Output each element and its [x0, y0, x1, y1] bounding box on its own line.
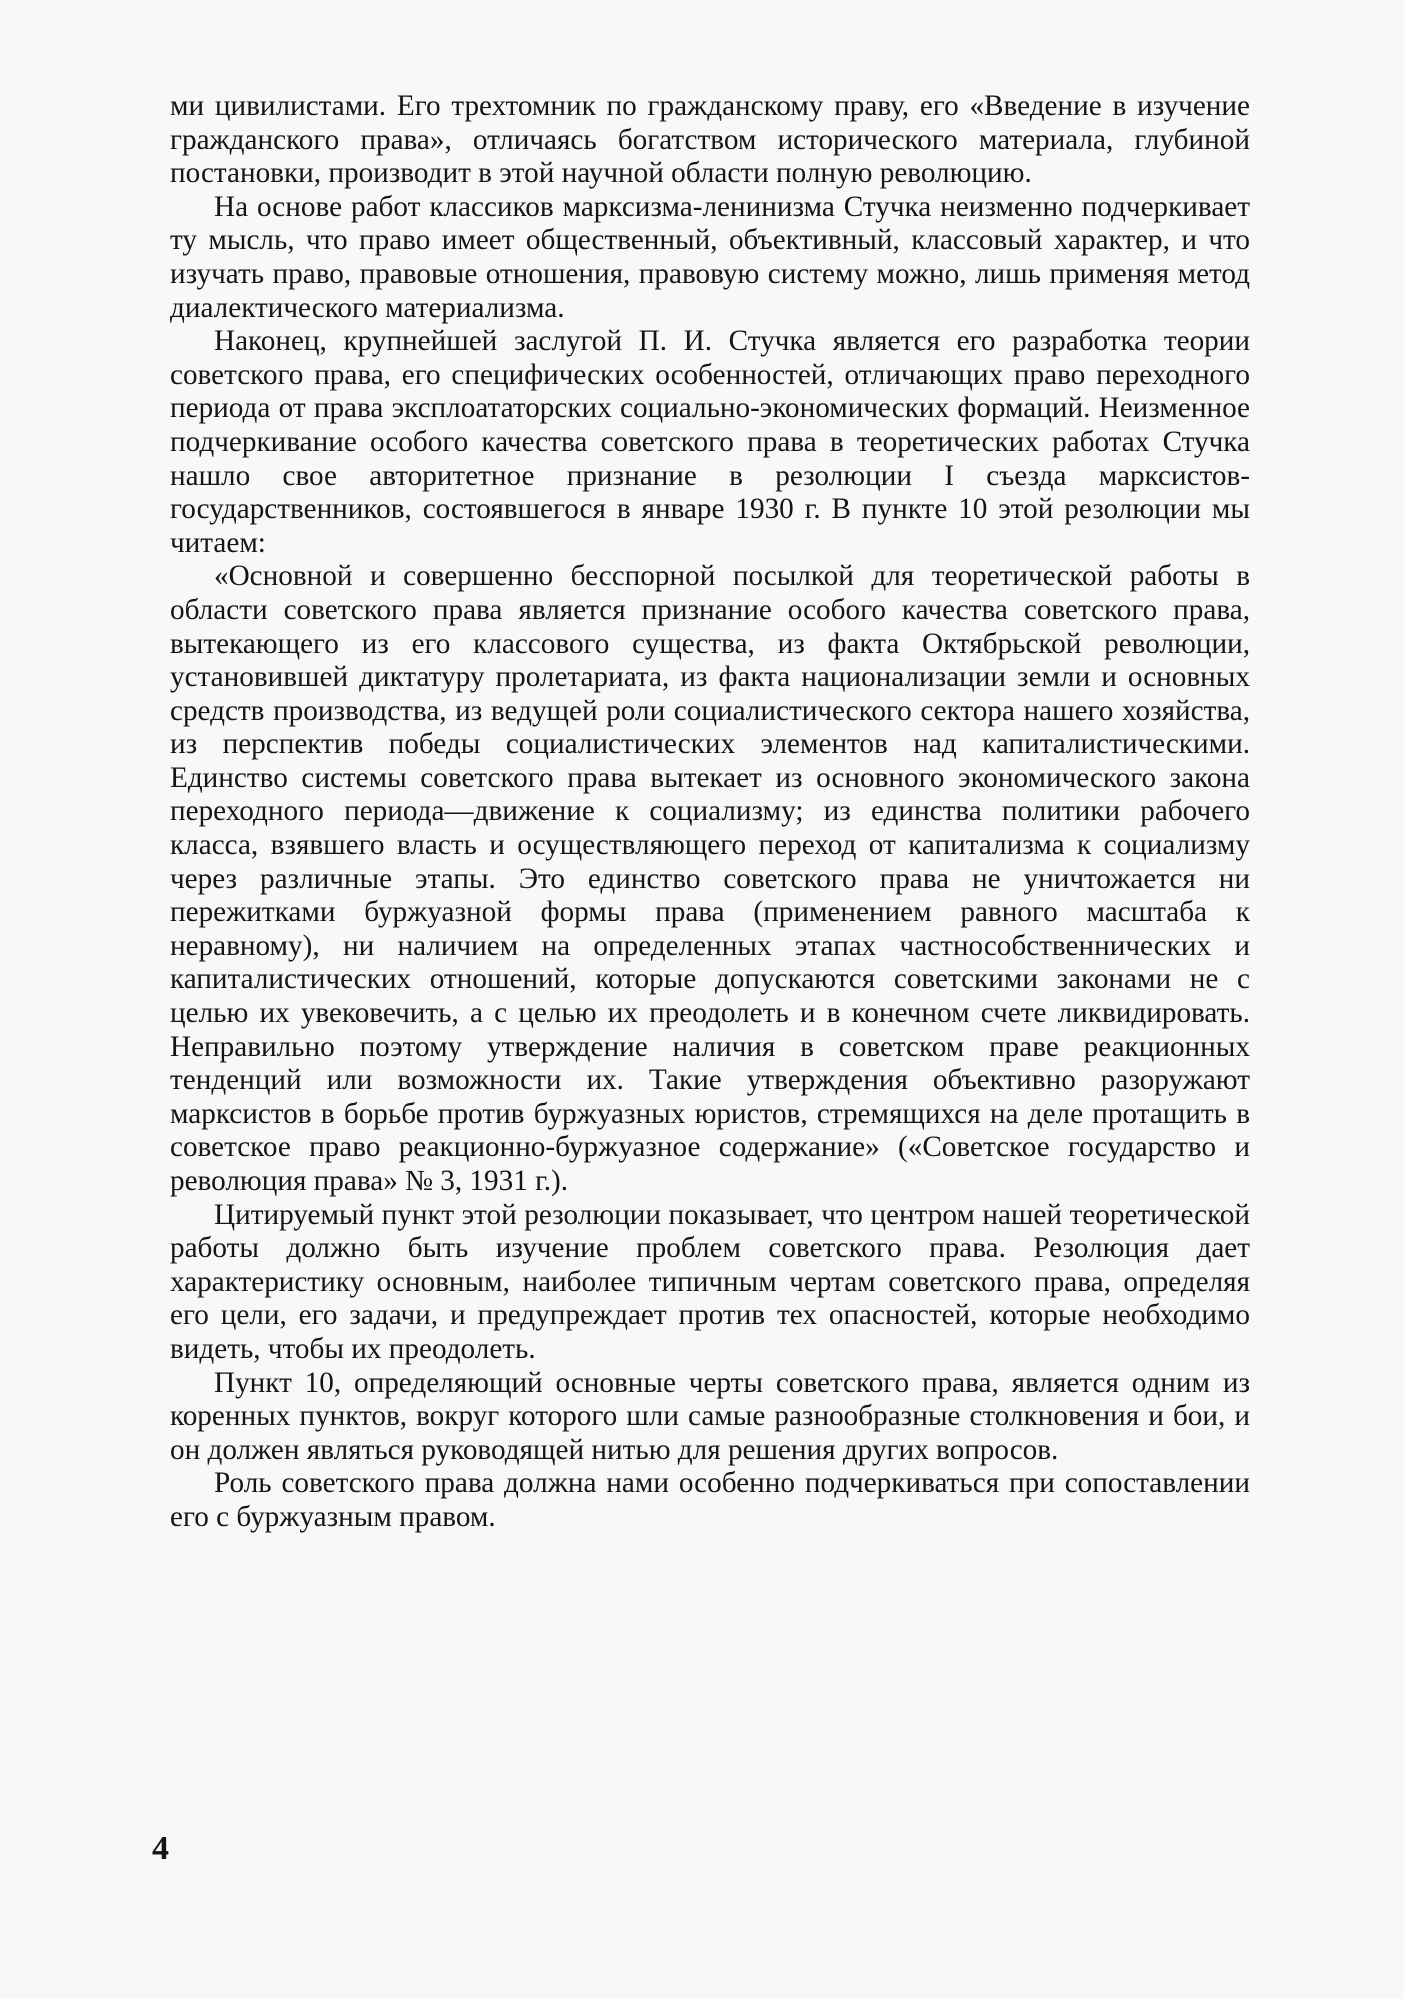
paragraph-7: Роль советского права должна нами особенно подчеркиваться при сопоставлении его с буржуазным правом. — [170, 1467, 1250, 1533]
paragraph-4-quote: «Основной и совершенно бесспорной посылкой для теоретической работы в области советского права является признание особого качества советского права, вытекающего из его классового существа, из факта Октябрьской революции, установившей диктатуру пролетариата, из факта национализации земли и основных средств производства, из ведущей роли социалистического сектора нашего хозяйства, из перспектив победы социалистических элементов над капиталистическими. Единство системы советского права вытекает из основного экономического закона переходного периода—движение к социализму; из единства политики рабочего класса, взявшего власть и осуществляющего переход от капитализма к социализму через различные этапы. Это единство советского права не уничтожается ни пережитками буржуазной формы права (применением равного масштаба к неравному), ни наличием на определенных этапах частнособственнических и капиталистических отношений, которые допускаются советскими законами не с целью их увековечить, а с целью их преодолеть и в конечном счете ликвидировать. Неправильно поэтому утверждение наличия в советском праве реакционных тенденций или возможности их. Такие утверждения объективно разоружают марксистов в борьбе против буржуазных юристов, стремящихся на деле протащить в советское право реакционно-буржуазное содержание» («Советское государство и революция права» № 3, 1931 г.). — [170, 560, 1250, 1197]
page-number: 4 — [152, 1830, 169, 1867]
paragraph-6: Пункт 10, определяющий основные черты советского права, является одним из коренных пунктов, вокруг которого шли самые разнообразные столкновения и бои, и он должен являться руководящей нитью для решения других вопросов. — [170, 1366, 1250, 1466]
paragraph-3: Наконец, крупнейшей заслугой П. И. Стучка является его разработка теории советского права, его специфических особенностей, отличающих право переходного периода от права эксплоататорских социально-экономических формаций. Неизменное подчеркивание особого качества советского права в теоретических работах Стучка нашло свое авторитетное признание в резолюции I съезда марксистов-государственников, состоявшегося в январе 1930 г. В пункте 10 этой резолюции мы читаем: — [170, 325, 1250, 559]
paragraph-5: Цитируемый пункт этой резолюции показывает, что центром нашей теоретической работы должно быть изучение проблем советского права. Резолюция дает характеристику основным, наиболее типичным чертам советского права, определяя его цели, его задачи, и предупреждает против тех опасностей, которые необходимо видеть, чтобы их преодолеть. — [170, 1198, 1250, 1365]
paragraph-1: ми цивилистами. Его трехтомник по гражданскому праву, его «Введение в изучение гражданского права», отличаясь богатством исторического материала, глубиной постановки, производит в этой научной области полную революцию. — [170, 90, 1250, 190]
paragraph-2: На основе работ классиков марксизма-ленинизма Стучка неизменно подчеркивает ту мысль, что право имеет общественный, объективный, классовый характер, и что изучать право, правовые отношения, правовую систему можно, лишь применяя метод диалектического материализма. — [170, 190, 1250, 324]
body-text — [170, 90, 1250, 1535]
